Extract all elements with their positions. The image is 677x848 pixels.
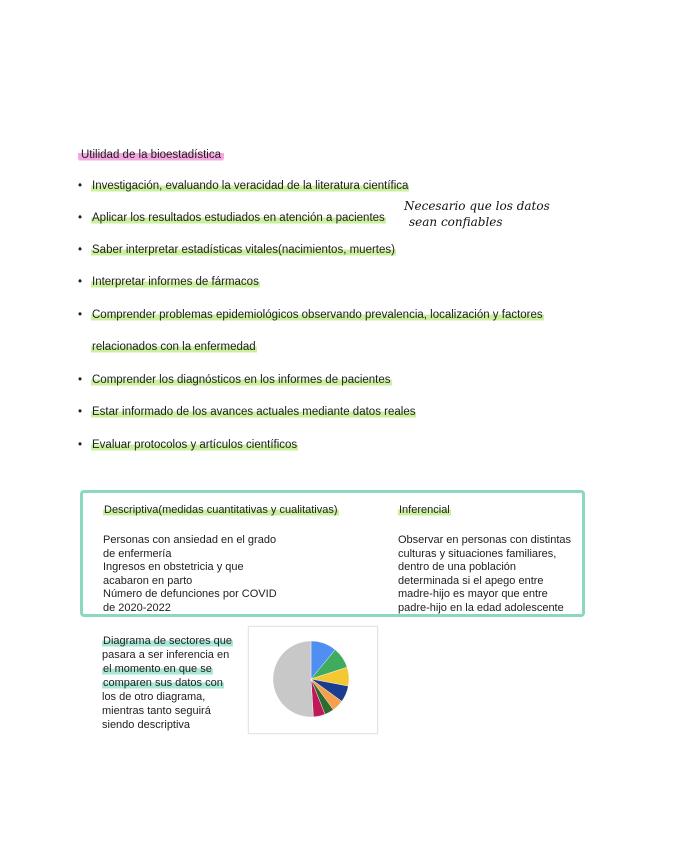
bullet-dot: • (78, 212, 83, 224)
bullet-text: Aplicar los resultados estudiados en atención a pacientes (92, 212, 385, 224)
bullet-text: Comprender los diagnósticos en los informes de pacientes (92, 374, 391, 386)
page-title-text: Utilidad de la bioestadística (78, 149, 224, 161)
sectores-line: pasara a ser inferencia en (102, 649, 230, 661)
pie-chart-image (248, 626, 378, 734)
bullet-text: Evaluar protocolos y artículos científicos (92, 439, 298, 451)
descriptiva-line: acabaron en parto (103, 574, 193, 587)
inferencial-line: dentro de una población (398, 561, 517, 573)
descriptiva-line: de enfermería (103, 547, 172, 560)
page-title (78, 149, 224, 161)
descriptiva-line: de 2020-2022 (103, 601, 171, 614)
bullet-dot: • (78, 276, 83, 288)
bullet-text: relacionados con la enfermedad (92, 341, 256, 353)
sectores-note (102, 634, 247, 732)
bullet-dot: • (78, 406, 83, 418)
descriptiva-line: Personas con ansiedad en el grado (103, 534, 277, 546)
bullet-text: Estar informado de los avances actuales mediante datos reales (92, 406, 416, 418)
inferencial-line: Observar en personas con distintas (398, 534, 572, 546)
bullet-dot: • (78, 244, 83, 256)
bullet-text: Saber interpretar estadísticas vitales(nacimientos, muertes) (92, 244, 395, 256)
descriptiva-heading-text: Descriptiva(medidas cuantitativas y cualitativas) (104, 504, 338, 516)
inferencial-line: determinada si el apego entre (398, 574, 544, 587)
descriptiva-line: Número de defunciones por COVID (103, 588, 277, 600)
handwritten-note-line-1: Necesario que los datos (404, 199, 550, 213)
bullet-text: Comprender problemas epidemiológicos observando prevalencia, localización y factores (92, 309, 543, 321)
inferencial-line: padre-hijo en la edad adolescente (398, 601, 564, 614)
bullet-text: Investigación, evaluando la veracidad de la literatura científica (92, 180, 409, 192)
sectores-line: Diagrama de sectores que (103, 635, 233, 647)
bullet-text: Interpretar informes de fármacos (92, 276, 259, 288)
handwritten-note-line-2: sean confiables (409, 215, 503, 229)
inferencial-line: culturas y situaciones familiares, (398, 547, 557, 560)
sectores-line: siendo descriptiva (102, 719, 191, 731)
descriptiva-body (103, 534, 313, 615)
sectores-line: comparen sus datos con (103, 677, 223, 689)
descriptiva-line: Ingresos en obstetricia y que (103, 561, 244, 573)
inferencial-heading-text: Inferencial (399, 504, 450, 516)
descriptiva-heading (103, 504, 339, 518)
sectores-line: el momento en que se (103, 663, 212, 675)
pie-slice (273, 641, 313, 717)
inferencial-body (398, 534, 583, 615)
pie-chart (249, 627, 377, 733)
bullet-dot: • (78, 309, 83, 321)
bullet-dot: • (78, 180, 83, 192)
inferencial-line: madre-hijo es mayor que entre (398, 588, 548, 600)
bullet-dot: • (78, 374, 83, 386)
bullet-dot: • (78, 439, 83, 451)
sectores-line: mientras tanto seguirá (102, 705, 211, 717)
inferencial-heading (398, 504, 451, 518)
sectores-line: los de otro diagrama, (102, 691, 206, 703)
classification-box (80, 490, 585, 617)
